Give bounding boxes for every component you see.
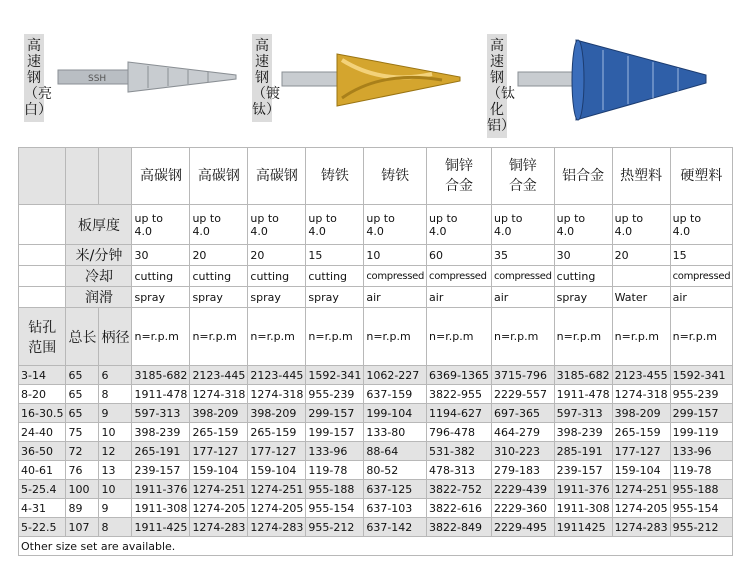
rpm-cell: 1911-376 — [132, 480, 190, 499]
length-cell: 72 — [66, 442, 99, 461]
drill-image-3 — [518, 30, 708, 130]
rpm-cell: 285-191 — [554, 442, 612, 461]
cooling-value: compressed — [670, 266, 733, 287]
range-cell: 5-22.5 — [19, 518, 66, 537]
range-cell: 3-14 — [19, 366, 66, 385]
rpm-header: n=r.p.m — [427, 308, 492, 366]
rpm-cell: 2229-495 — [491, 518, 554, 537]
lube-value: Water — [612, 287, 670, 308]
rpm-cell: 637-125 — [364, 480, 427, 499]
drill-image-2 — [282, 40, 462, 120]
rpm-cell: 637-103 — [364, 499, 427, 518]
rpm-cell: 531-382 — [427, 442, 492, 461]
length-cell: 75 — [66, 423, 99, 442]
drill-mark: SSH — [88, 74, 107, 84]
cooling-value: compressed — [364, 266, 427, 287]
cooling-label: 冷却 — [66, 266, 132, 287]
rpm-cell: 955-239 — [670, 385, 733, 404]
rpm-cell: 119-78 — [306, 461, 364, 480]
range-cell: 4-31 — [19, 499, 66, 518]
rpm-cell: 955-212 — [670, 518, 733, 537]
rpm-cell: 3822-849 — [427, 518, 492, 537]
rpm-cell: 398-209 — [612, 404, 670, 423]
cooling-value: cutting — [190, 266, 248, 287]
material-header: 铸铁 — [364, 148, 427, 205]
cooling-value: cutting — [132, 266, 190, 287]
rpm-cell: 6369-1365 — [427, 366, 492, 385]
cooling-value: cutting — [248, 266, 306, 287]
rpm-cell: 1592-341 — [306, 366, 364, 385]
rpm-cell: 133-96 — [306, 442, 364, 461]
rpm-cell: 955-212 — [306, 518, 364, 537]
shank-cell: 10 — [99, 423, 132, 442]
rpm-cell: 265-159 — [248, 423, 306, 442]
rpm-cell: 199-104 — [364, 404, 427, 423]
rpm-cell: 1911-478 — [554, 385, 612, 404]
rpm-cell: 955-154 — [306, 499, 364, 518]
product-images — [0, 0, 720, 140]
rpm-cell: 2123-455 — [612, 366, 670, 385]
length-cell: 89 — [66, 499, 99, 518]
blank-cell — [19, 205, 66, 245]
rpm-header: n=r.p.m — [364, 308, 427, 366]
rpm-cell: 177-127 — [248, 442, 306, 461]
rpm-cell: 637-159 — [364, 385, 427, 404]
rpm-cell: 1592-341 — [670, 366, 733, 385]
rpm-cell: 2123-445 — [190, 366, 248, 385]
rpm-cell: 3822-752 — [427, 480, 492, 499]
rpm-cell: 1274-205 — [190, 499, 248, 518]
length-cell: 107 — [66, 518, 99, 537]
blank-cell — [19, 148, 66, 205]
rpm-header: n=r.p.m — [248, 308, 306, 366]
material-header: 高碳钢 — [248, 148, 306, 205]
range-cell: 5-25.4 — [19, 480, 66, 499]
thickness-value: up to 4.0 — [248, 205, 306, 245]
note-row — [19, 537, 733, 556]
column-header-row — [19, 308, 733, 366]
speed-value: 20 — [190, 245, 248, 266]
length-cell: 100 — [66, 480, 99, 499]
rpm-cell: 133-96 — [670, 442, 733, 461]
lube-value: spray — [306, 287, 364, 308]
table-row — [19, 423, 733, 442]
blank-cell — [19, 266, 66, 287]
lube-value: air — [364, 287, 427, 308]
rpm-cell: 637-142 — [364, 518, 427, 537]
rpm-cell: 3822-955 — [427, 385, 492, 404]
blank-cell — [99, 148, 132, 205]
rpm-cell: 2229-557 — [491, 385, 554, 404]
rpm-cell: 2229-439 — [491, 480, 554, 499]
thickness-value: up to 4.0 — [612, 205, 670, 245]
rpm-cell: 133-80 — [364, 423, 427, 442]
speed-value: 20 — [612, 245, 670, 266]
speed-value: 60 — [427, 245, 492, 266]
cooling-value: compressed — [491, 266, 554, 287]
material-header: 热塑料 — [612, 148, 670, 205]
cooling-value: cutting — [306, 266, 364, 287]
blank-cell — [19, 245, 66, 266]
material-header: 铝合金 — [554, 148, 612, 205]
rpm-cell: 1911-376 — [554, 480, 612, 499]
thickness-value: up to 4.0 — [427, 205, 492, 245]
rpm-cell: 2229-360 — [491, 499, 554, 518]
lube-value: spray — [190, 287, 248, 308]
lube-row — [19, 287, 733, 308]
rpm-cell: 1274-251 — [190, 480, 248, 499]
rpm-cell: 1274-283 — [248, 518, 306, 537]
rpm-cell: 1274-251 — [612, 480, 670, 499]
thickness-value: up to 4.0 — [306, 205, 364, 245]
shank-cell: 9 — [99, 404, 132, 423]
rpm-cell: 597-313 — [132, 404, 190, 423]
rpm-cell: 1274-318 — [190, 385, 248, 404]
table-row — [19, 461, 733, 480]
rpm-cell: 3822-616 — [427, 499, 492, 518]
rpm-cell: 597-313 — [554, 404, 612, 423]
rpm-cell: 177-127 — [190, 442, 248, 461]
range-header: 钻孔 范围 — [19, 308, 66, 366]
material-header: 高碳钢 — [190, 148, 248, 205]
thickness-label: 板厚度 — [66, 205, 132, 245]
cooling-value: compressed — [427, 266, 492, 287]
material-header: 硬塑料 — [670, 148, 733, 205]
lube-label: 润滑 — [66, 287, 132, 308]
speed-value: 10 — [364, 245, 427, 266]
speed-value: 15 — [306, 245, 364, 266]
rpm-cell: 398-209 — [190, 404, 248, 423]
cooling-value: cutting — [554, 266, 612, 287]
thickness-value: up to 4.0 — [491, 205, 554, 245]
shank-cell: 10 — [99, 480, 132, 499]
speed-row — [19, 245, 733, 266]
rpm-cell: 3185-682 — [132, 366, 190, 385]
range-cell: 8-20 — [19, 385, 66, 404]
rpm-header: n=r.p.m — [554, 308, 612, 366]
shank-cell: 13 — [99, 461, 132, 480]
rpm-header: n=r.p.m — [612, 308, 670, 366]
rpm-cell: 88-64 — [364, 442, 427, 461]
table-row — [19, 518, 733, 537]
rpm-cell: 1274-205 — [248, 499, 306, 518]
tool-label-1: 高速钢（亮白） — [24, 34, 44, 122]
rpm-cell: 1274-283 — [612, 518, 670, 537]
rpm-cell: 955-188 — [670, 480, 733, 499]
rpm-header: n=r.p.m — [306, 308, 364, 366]
rpm-cell: 159-104 — [612, 461, 670, 480]
rpm-cell: 3185-682 — [554, 366, 612, 385]
rpm-cell: 398-239 — [132, 423, 190, 442]
rpm-cell: 1274-318 — [612, 385, 670, 404]
rpm-cell: 199-157 — [306, 423, 364, 442]
rpm-cell: 299-157 — [306, 404, 364, 423]
rpm-cell: 1274-283 — [190, 518, 248, 537]
speed-value: 30 — [554, 245, 612, 266]
lube-value: spray — [132, 287, 190, 308]
rpm-cell: 239-157 — [554, 461, 612, 480]
thickness-value: up to 4.0 — [670, 205, 733, 245]
tool-label-3: 高速钢（钛化铝） — [487, 34, 507, 138]
length-cell: 65 — [66, 385, 99, 404]
rpm-cell: 199-119 — [670, 423, 733, 442]
lube-value: spray — [554, 287, 612, 308]
rpm-cell: 955-154 — [670, 499, 733, 518]
length-header: 总长 — [66, 308, 99, 366]
range-cell: 36-50 — [19, 442, 66, 461]
rpm-cell: 239-157 — [132, 461, 190, 480]
rpm-cell: 2123-445 — [248, 366, 306, 385]
rpm-cell: 265-191 — [132, 442, 190, 461]
speed-label: 米/分钟 — [66, 245, 132, 266]
shank-cell: 8 — [99, 518, 132, 537]
rpm-cell: 310-223 — [491, 442, 554, 461]
table-row — [19, 385, 733, 404]
range-cell: 16-30.5 — [19, 404, 66, 423]
shank-cell: 6 — [99, 366, 132, 385]
rpm-cell: 1911-478 — [132, 385, 190, 404]
rpm-cell: 796-478 — [427, 423, 492, 442]
rpm-cell: 1911425 — [554, 518, 612, 537]
rpm-cell: 697-365 — [491, 404, 554, 423]
speed-value: 15 — [670, 245, 733, 266]
length-cell: 65 — [66, 366, 99, 385]
shank-header: 柄径 — [99, 308, 132, 366]
table-row — [19, 404, 733, 423]
rpm-cell: 177-127 — [612, 442, 670, 461]
blank-cell — [19, 287, 66, 308]
rpm-cell: 279-183 — [491, 461, 554, 480]
rpm-cell: 299-157 — [670, 404, 733, 423]
tool-label-2: 高速钢（镀钛） — [252, 34, 272, 122]
rpm-cell: 1274-205 — [612, 499, 670, 518]
rpm-cell: 1911-308 — [132, 499, 190, 518]
rpm-cell: 1911-308 — [554, 499, 612, 518]
rpm-cell: 119-78 — [670, 461, 733, 480]
material-header: 高碳钢 — [132, 148, 190, 205]
length-cell: 65 — [66, 404, 99, 423]
shank-cell: 12 — [99, 442, 132, 461]
rpm-cell: 1274-251 — [248, 480, 306, 499]
rpm-header: n=r.p.m — [670, 308, 733, 366]
rpm-cell: 159-104 — [190, 461, 248, 480]
material-header: 铜锌 合金 — [427, 148, 492, 205]
rpm-cell: 478-313 — [427, 461, 492, 480]
lube-value: air — [427, 287, 492, 308]
material-header: 铸铁 — [306, 148, 364, 205]
table-row — [19, 480, 733, 499]
range-cell: 40-61 — [19, 461, 66, 480]
thickness-value: up to 4.0 — [132, 205, 190, 245]
rpm-cell: 3715-796 — [491, 366, 554, 385]
lube-value: air — [670, 287, 733, 308]
shank-cell: 9 — [99, 499, 132, 518]
rpm-cell: 1194-627 — [427, 404, 492, 423]
table-row — [19, 499, 733, 518]
table-row — [19, 442, 733, 461]
shank-cell: 8 — [99, 385, 132, 404]
footnote: Other size set are available. — [19, 537, 733, 556]
rpm-cell: 1062-227 — [364, 366, 427, 385]
rpm-cell: 265-159 — [190, 423, 248, 442]
table-row — [19, 366, 733, 385]
rpm-header: n=r.p.m — [190, 308, 248, 366]
cooling-row — [19, 266, 733, 287]
rpm-cell: 398-209 — [248, 404, 306, 423]
thickness-value: up to 4.0 — [190, 205, 248, 245]
rpm-header: n=r.p.m — [491, 308, 554, 366]
cooling-value — [612, 266, 670, 287]
speed-value: 20 — [248, 245, 306, 266]
material-header: 铜锌 合金 — [491, 148, 554, 205]
speed-value: 30 — [132, 245, 190, 266]
thickness-value: up to 4.0 — [364, 205, 427, 245]
rpm-cell: 159-104 — [248, 461, 306, 480]
rpm-cell: 1274-318 — [248, 385, 306, 404]
drill-image-1 — [58, 52, 238, 102]
rpm-cell: 265-159 — [612, 423, 670, 442]
rpm-header: n=r.p.m — [132, 308, 190, 366]
thickness-value: up to 4.0 — [554, 205, 612, 245]
lube-value: air — [491, 287, 554, 308]
speed-value: 35 — [491, 245, 554, 266]
rpm-cell: 464-279 — [491, 423, 554, 442]
blank-cell — [66, 148, 99, 205]
thickness-row — [19, 205, 733, 245]
rpm-cell: 80-52 — [364, 461, 427, 480]
rpm-cell: 955-188 — [306, 480, 364, 499]
material-header-row — [19, 148, 733, 205]
rpm-cell: 398-239 — [554, 423, 612, 442]
lube-value: spray — [248, 287, 306, 308]
rpm-cell: 955-239 — [306, 385, 364, 404]
spec-table — [18, 147, 733, 556]
range-cell: 24-40 — [19, 423, 66, 442]
length-cell: 76 — [66, 461, 99, 480]
rpm-cell: 1911-425 — [132, 518, 190, 537]
